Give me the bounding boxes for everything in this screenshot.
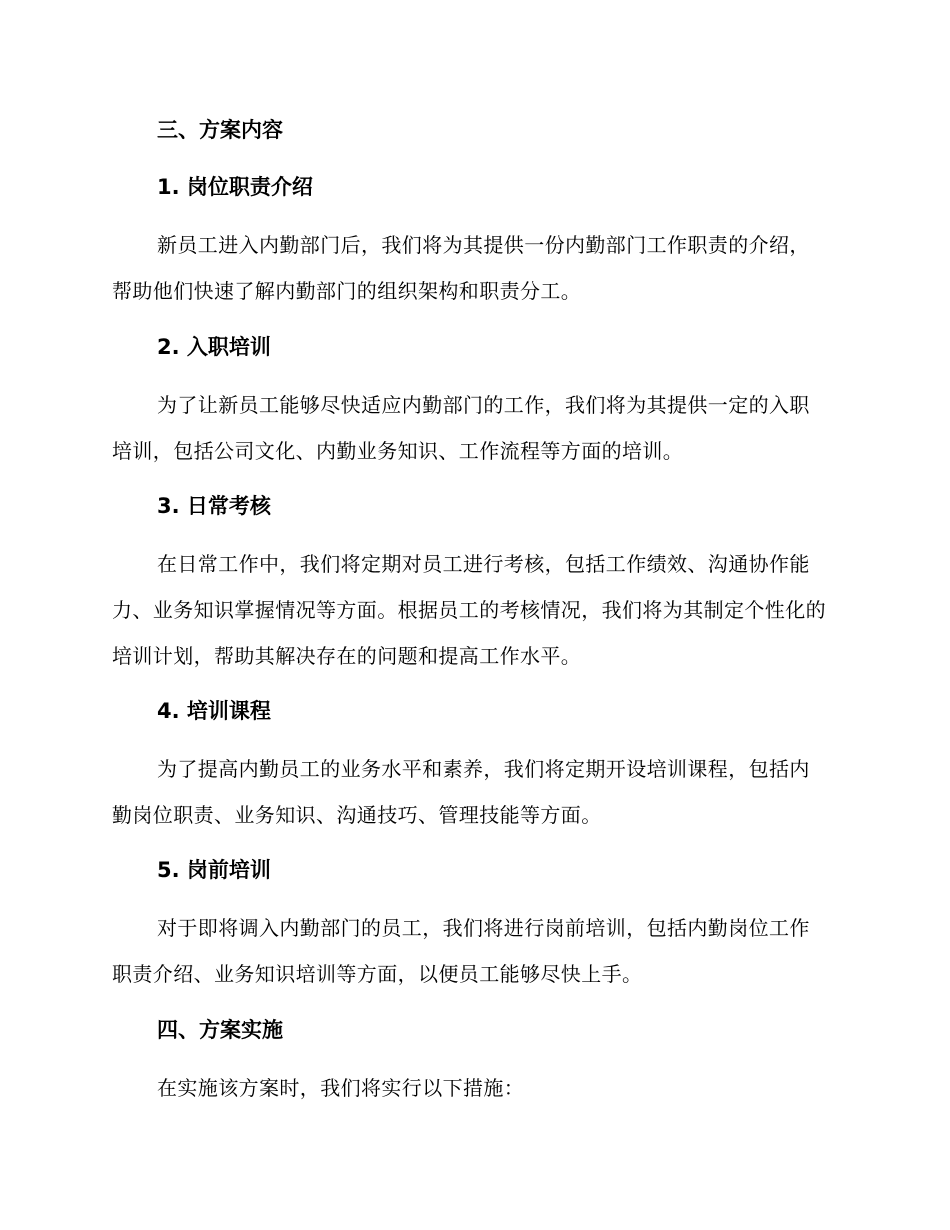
item-5-heading: 5. 岗前培训 — [157, 858, 271, 882]
item-4-heading: 4. 培训课程 — [157, 699, 271, 723]
section-3-heading: 三、方案内容 — [157, 118, 283, 142]
item-2-paragraph: 为了让新员工能够尽快适应内勤部门的工作，我们将为其提供一定的入职培训，包括公司文化、内勤业务知识、工作流程等方面的培训。 — [112, 393, 810, 463]
section-4-heading: 四、方案实施 — [157, 1018, 283, 1042]
item-3-paragraph: 在日常工作中，我们将定期对员工进行考核，包括工作绩效、沟通协作能力、业务知识掌握情况等方面。根据员工的考核情况，我们将为其制定个性化的培训计划，帮助其解决存在的问题和提高工作水平。 — [112, 552, 826, 668]
section-4-intro: 在实施该方案时，我们将实行以下措施： — [157, 1076, 525, 1100]
item-5-paragraph: 对于即将调入内勤部门的员工，我们将进行岗前培训，包括内勤岗位工作职责介绍、业务知识培训等方面，以便员工能够尽快上手。 — [112, 916, 810, 986]
item-1-paragraph: 新员工进入内勤部门后，我们将为其提供一份内勤部门工作职责的介绍，帮助他们快速了解内勤部门的组织架构和职责分工。 — [112, 233, 810, 303]
item-3-heading: 3. 日常考核 — [157, 494, 271, 518]
item-1-heading: 1. 岗位职责介绍 — [157, 175, 313, 199]
item-2-heading: 2. 入职培训 — [157, 335, 271, 359]
item-4-paragraph: 为了提高内勤员工的业务水平和素养，我们将定期开设培训课程，包括内勤岗位职责、业务知识、沟通技巧、管理技能等方面。 — [112, 757, 810, 827]
